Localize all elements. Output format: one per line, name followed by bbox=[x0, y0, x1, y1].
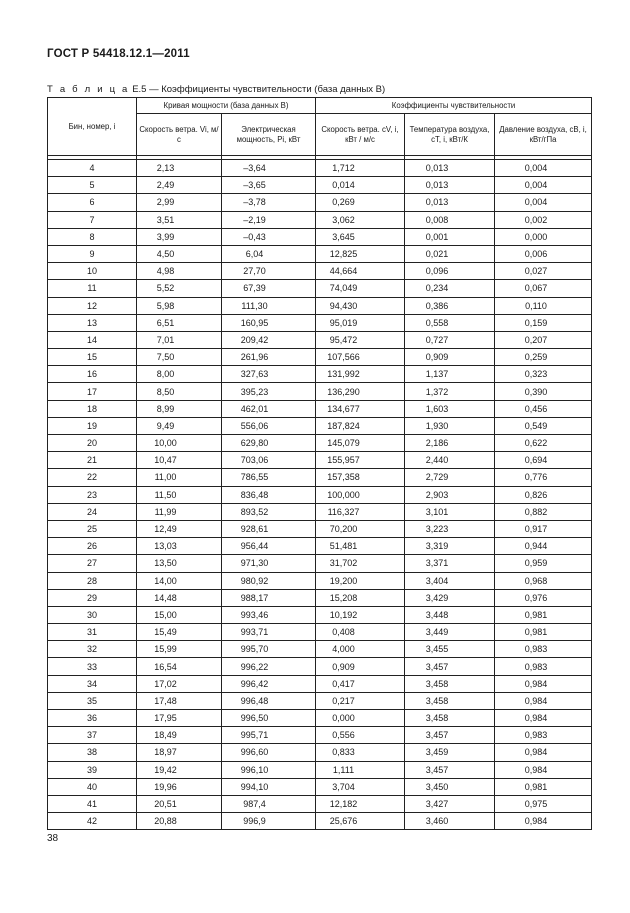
table-row bbox=[48, 727, 592, 744]
table-row bbox=[48, 589, 592, 606]
table-cell: 19,200 bbox=[316, 572, 405, 589]
table-cell: 23 bbox=[48, 486, 137, 503]
table-cell: 27 bbox=[48, 555, 137, 572]
table-cell: 0,234 bbox=[405, 280, 495, 297]
table-cell: 0,027 bbox=[495, 263, 592, 280]
table-row bbox=[48, 658, 592, 675]
table-row bbox=[48, 366, 592, 383]
table-cell: 3,427 bbox=[405, 795, 495, 812]
table-row bbox=[48, 177, 592, 194]
table-cell: 21 bbox=[48, 452, 137, 469]
table-row bbox=[48, 297, 592, 314]
table-cell: 11,99 bbox=[137, 503, 222, 520]
table-cell: 0,014 bbox=[316, 177, 405, 194]
table-cell: 41 bbox=[48, 795, 137, 812]
table-cell: 0,269 bbox=[316, 194, 405, 211]
table-row bbox=[48, 435, 592, 452]
table-cell: 19 bbox=[48, 417, 137, 434]
table-row bbox=[48, 675, 592, 692]
table-cell: 14,48 bbox=[137, 589, 222, 606]
table-cell: 0,984 bbox=[495, 692, 592, 709]
table-cell: 996,10 bbox=[222, 761, 316, 778]
table-cell: 327,63 bbox=[222, 366, 316, 383]
table-cell: 0,000 bbox=[495, 228, 592, 245]
table-cell: 18,49 bbox=[137, 727, 222, 744]
table-row bbox=[48, 778, 592, 795]
table-cell: 25 bbox=[48, 520, 137, 537]
table-cell: 994,10 bbox=[222, 778, 316, 795]
table-cell: 0,021 bbox=[405, 245, 495, 262]
table-cell: 0,833 bbox=[316, 744, 405, 761]
table-cell: 30 bbox=[48, 606, 137, 623]
table-cell: 134,677 bbox=[316, 400, 405, 417]
table-row bbox=[48, 280, 592, 297]
table-cell: 25,676 bbox=[316, 813, 405, 830]
table-cell: 3,457 bbox=[405, 761, 495, 778]
table-cell: 995,70 bbox=[222, 641, 316, 658]
table-cell: 209,42 bbox=[222, 331, 316, 348]
table-row bbox=[48, 383, 592, 400]
table-row bbox=[48, 349, 592, 366]
table-cell: 0,323 bbox=[495, 366, 592, 383]
table-cell: 0,001 bbox=[405, 228, 495, 245]
table-cell: 95,472 bbox=[316, 331, 405, 348]
table-body bbox=[48, 160, 592, 830]
table-cell: 0,984 bbox=[495, 744, 592, 761]
table-row bbox=[48, 606, 592, 623]
table-cell: 0,968 bbox=[495, 572, 592, 589]
table-row bbox=[48, 503, 592, 520]
table-cell: 19,96 bbox=[137, 778, 222, 795]
table-cell: 8 bbox=[48, 228, 137, 245]
table-cell: 0,207 bbox=[495, 331, 592, 348]
table-cell: 32 bbox=[48, 641, 137, 658]
table-cell: 111,30 bbox=[222, 297, 316, 314]
document-header: ГОСТ Р 54418.12.1—2011 bbox=[47, 48, 190, 60]
table-row bbox=[48, 624, 592, 641]
table-cell: 27,70 bbox=[222, 263, 316, 280]
table-cell: 0,944 bbox=[495, 538, 592, 555]
table-cell: 2,729 bbox=[405, 469, 495, 486]
table-cell: 993,46 bbox=[222, 606, 316, 623]
table-cell: 7 bbox=[48, 211, 137, 228]
table-row bbox=[48, 761, 592, 778]
table-cell: 786,55 bbox=[222, 469, 316, 486]
table-cell: 3,458 bbox=[405, 692, 495, 709]
table-cell: 980,92 bbox=[222, 572, 316, 589]
table-cell: 996,48 bbox=[222, 692, 316, 709]
table-cell: 0,694 bbox=[495, 452, 592, 469]
table-cell: 107,566 bbox=[316, 349, 405, 366]
table-cell: 31,702 bbox=[316, 555, 405, 572]
table-cell: 35 bbox=[48, 692, 137, 709]
table-row bbox=[48, 314, 592, 331]
table-cell: 0,004 bbox=[495, 194, 592, 211]
table-cell: 16,54 bbox=[137, 658, 222, 675]
table-cell: 462,01 bbox=[222, 400, 316, 417]
table-cell: 3,458 bbox=[405, 675, 495, 692]
table-cell: 971,30 bbox=[222, 555, 316, 572]
table-cell: 70,200 bbox=[316, 520, 405, 537]
table-cell: 67,39 bbox=[222, 280, 316, 297]
table-cell: 18 bbox=[48, 400, 137, 417]
table-cell: 187,824 bbox=[316, 417, 405, 434]
table-cell: 2,903 bbox=[405, 486, 495, 503]
table-cell: 261,96 bbox=[222, 349, 316, 366]
column-header-sens-pressure: Давление воздуха, cB, i, кВт/гПа bbox=[495, 114, 592, 156]
table-cell: 7,50 bbox=[137, 349, 222, 366]
table-cell: 0,882 bbox=[495, 503, 592, 520]
table-cell: 3,101 bbox=[405, 503, 495, 520]
table-cell: 3,062 bbox=[316, 211, 405, 228]
table-cell: 20,88 bbox=[137, 813, 222, 830]
table-cell: 0,386 bbox=[405, 297, 495, 314]
table-row bbox=[48, 331, 592, 348]
table-row bbox=[48, 400, 592, 417]
table-cell: 7,01 bbox=[137, 331, 222, 348]
table-cell: 0,984 bbox=[495, 813, 592, 830]
table-cell: 0,096 bbox=[405, 263, 495, 280]
table-cell: 0,067 bbox=[495, 280, 592, 297]
table-cell: 38 bbox=[48, 744, 137, 761]
table-cell: 956,44 bbox=[222, 538, 316, 555]
table-cell: 13,03 bbox=[137, 538, 222, 555]
table-cell: 12,49 bbox=[137, 520, 222, 537]
table-cell: 0,981 bbox=[495, 624, 592, 641]
table-cell: 0,006 bbox=[495, 245, 592, 262]
table-cell: 10,47 bbox=[137, 452, 222, 469]
table-cell: 11,50 bbox=[137, 486, 222, 503]
table-row bbox=[48, 744, 592, 761]
table-cell: 3,457 bbox=[405, 658, 495, 675]
table-cell: 996,9 bbox=[222, 813, 316, 830]
table-row bbox=[48, 452, 592, 469]
table-cell: 10 bbox=[48, 263, 137, 280]
table-cell: 0,983 bbox=[495, 727, 592, 744]
table-cell: 0,983 bbox=[495, 658, 592, 675]
group-header-power-curve: Кривая мощности (база данных В) bbox=[137, 98, 316, 114]
table-cell: 12 bbox=[48, 297, 137, 314]
table-cell: 20 bbox=[48, 435, 137, 452]
table-cell: 996,22 bbox=[222, 658, 316, 675]
column-header-power: Электрическая мощность, Pi, кВт bbox=[222, 114, 316, 156]
table-cell: 987,4 bbox=[222, 795, 316, 812]
table-row bbox=[48, 245, 592, 262]
table-cell: 0,981 bbox=[495, 778, 592, 795]
table-cell: 14 bbox=[48, 331, 137, 348]
table-cell: 3,371 bbox=[405, 555, 495, 572]
table-cell: 0,000 bbox=[316, 710, 405, 727]
table-cell: 13,50 bbox=[137, 555, 222, 572]
table-cell: 6,04 bbox=[222, 245, 316, 262]
table-cell: 40 bbox=[48, 778, 137, 795]
table-cell: 0,826 bbox=[495, 486, 592, 503]
group-header-sensitivity: Коэффициенты чувствительности bbox=[316, 98, 592, 114]
table-cell: 4,000 bbox=[316, 641, 405, 658]
table-cell: 0,002 bbox=[495, 211, 592, 228]
caption-prefix: Т а б л и ц а bbox=[47, 84, 130, 95]
table-cell: 893,52 bbox=[222, 503, 316, 520]
table-cell: 19,42 bbox=[137, 761, 222, 778]
table-cell: 36 bbox=[48, 710, 137, 727]
table-cell: 996,42 bbox=[222, 675, 316, 692]
table-cell: 3,223 bbox=[405, 520, 495, 537]
table-cell: 4,98 bbox=[137, 263, 222, 280]
table-cell: 17 bbox=[48, 383, 137, 400]
table-cell: 0,013 bbox=[405, 194, 495, 211]
table-row bbox=[48, 710, 592, 727]
table-cell: 3,449 bbox=[405, 624, 495, 641]
table-cell: 395,23 bbox=[222, 383, 316, 400]
table-cell: 1,603 bbox=[405, 400, 495, 417]
table-cell: 1,372 bbox=[405, 383, 495, 400]
sensitivity-table bbox=[47, 97, 592, 830]
table-cell: 1,137 bbox=[405, 366, 495, 383]
table-cell: 3,460 bbox=[405, 813, 495, 830]
table-row bbox=[48, 194, 592, 211]
table-cell: 703,06 bbox=[222, 452, 316, 469]
table-cell: 0,390 bbox=[495, 383, 592, 400]
column-header-bin: Бин, номер, i bbox=[48, 98, 137, 156]
table-cell: 15,00 bbox=[137, 606, 222, 623]
table-cell: 44,664 bbox=[316, 263, 405, 280]
table-row bbox=[48, 692, 592, 709]
table-cell: –3,65 bbox=[222, 177, 316, 194]
table-row bbox=[48, 520, 592, 537]
table-cell: 20,51 bbox=[137, 795, 222, 812]
table-cell: 5,98 bbox=[137, 297, 222, 314]
table-cell: 34 bbox=[48, 675, 137, 692]
table-cell: 51,481 bbox=[316, 538, 405, 555]
table-caption bbox=[47, 84, 385, 95]
table-cell: 26 bbox=[48, 538, 137, 555]
table-cell: 0,417 bbox=[316, 675, 405, 692]
table-cell: 988,17 bbox=[222, 589, 316, 606]
table-cell: 39 bbox=[48, 761, 137, 778]
table-cell: 3,645 bbox=[316, 228, 405, 245]
table-cell: 74,049 bbox=[316, 280, 405, 297]
table-cell: 995,71 bbox=[222, 727, 316, 744]
table-cell: 37 bbox=[48, 727, 137, 744]
table-cell: 0,549 bbox=[495, 417, 592, 434]
table-cell: 3,459 bbox=[405, 744, 495, 761]
table-cell: 131,992 bbox=[316, 366, 405, 383]
table-cell: 5 bbox=[48, 177, 137, 194]
table-cell: 11 bbox=[48, 280, 137, 297]
table-cell: 0,004 bbox=[495, 160, 592, 177]
table-cell: 14,00 bbox=[137, 572, 222, 589]
caption-text: Е.5 — Коэффициенты чувствительности (база данных В) bbox=[132, 84, 386, 95]
table-row bbox=[48, 486, 592, 503]
table-row bbox=[48, 160, 592, 177]
table-cell: 0,004 bbox=[495, 177, 592, 194]
table-cell: 100,000 bbox=[316, 486, 405, 503]
table-cell: 155,957 bbox=[316, 452, 405, 469]
table-cell: 0,159 bbox=[495, 314, 592, 331]
table-cell: 3,458 bbox=[405, 710, 495, 727]
table-cell: 95,019 bbox=[316, 314, 405, 331]
table-cell: 17,02 bbox=[137, 675, 222, 692]
column-header-sens-wind: Скорость ветра. cV, i, кВт / м/с bbox=[316, 114, 405, 156]
table-cell: 3,448 bbox=[405, 606, 495, 623]
table-cell: 0,456 bbox=[495, 400, 592, 417]
table-cell: 5,52 bbox=[137, 280, 222, 297]
table-cell: 160,95 bbox=[222, 314, 316, 331]
table-cell: –0,43 bbox=[222, 228, 316, 245]
table-cell: 12,182 bbox=[316, 795, 405, 812]
table-cell: 996,50 bbox=[222, 710, 316, 727]
table-cell: 3,450 bbox=[405, 778, 495, 795]
table-cell: 0,976 bbox=[495, 589, 592, 606]
table-cell: 3,319 bbox=[405, 538, 495, 555]
table-cell: 6,51 bbox=[137, 314, 222, 331]
table-cell: 16 bbox=[48, 366, 137, 383]
table-cell: 0,917 bbox=[495, 520, 592, 537]
table-cell: 3,455 bbox=[405, 641, 495, 658]
table-row bbox=[48, 813, 592, 830]
table-cell: 6 bbox=[48, 194, 137, 211]
table-cell: 0,408 bbox=[316, 624, 405, 641]
table-cell: 1,712 bbox=[316, 160, 405, 177]
table-cell: 2,186 bbox=[405, 435, 495, 452]
table-cell: 0,622 bbox=[495, 435, 592, 452]
column-header-wind-speed: Скорость ветра. Vi, м/с bbox=[137, 114, 222, 156]
table-cell: 996,60 bbox=[222, 744, 316, 761]
table-cell: 0,727 bbox=[405, 331, 495, 348]
table-cell: 145,079 bbox=[316, 435, 405, 452]
table-cell: 12,825 bbox=[316, 245, 405, 262]
table-cell: 0,259 bbox=[495, 349, 592, 366]
table-cell: 8,99 bbox=[137, 400, 222, 417]
table-cell: –3,64 bbox=[222, 160, 316, 177]
table-cell: 116,327 bbox=[316, 503, 405, 520]
table-cell: 29 bbox=[48, 589, 137, 606]
table-cell: 0,909 bbox=[316, 658, 405, 675]
table-cell: 3,457 bbox=[405, 727, 495, 744]
table-cell: 0,959 bbox=[495, 555, 592, 572]
table-cell: 15,208 bbox=[316, 589, 405, 606]
table-cell: 94,430 bbox=[316, 297, 405, 314]
table-cell: 18,97 bbox=[137, 744, 222, 761]
table-row bbox=[48, 572, 592, 589]
table-cell: 13 bbox=[48, 314, 137, 331]
table-cell: 0,556 bbox=[316, 727, 405, 744]
table-cell: 556,06 bbox=[222, 417, 316, 434]
table-cell: 3,704 bbox=[316, 778, 405, 795]
table-cell: 3,404 bbox=[405, 572, 495, 589]
table-cell: 10,00 bbox=[137, 435, 222, 452]
table-cell: 4 bbox=[48, 160, 137, 177]
table-cell: 0,984 bbox=[495, 675, 592, 692]
table-cell: 8,00 bbox=[137, 366, 222, 383]
table-cell: 3,429 bbox=[405, 589, 495, 606]
table-cell: 15,49 bbox=[137, 624, 222, 641]
table-cell: 8,50 bbox=[137, 383, 222, 400]
table-cell: 0,981 bbox=[495, 606, 592, 623]
table-cell: 10,192 bbox=[316, 606, 405, 623]
table-cell: 15,99 bbox=[137, 641, 222, 658]
table-cell: 0,975 bbox=[495, 795, 592, 812]
table-cell: 17,95 bbox=[137, 710, 222, 727]
column-header-sens-temp: Температура воздуха, cT, i, кВт/К bbox=[405, 114, 495, 156]
table-row bbox=[48, 469, 592, 486]
table-cell: 42 bbox=[48, 813, 137, 830]
table-cell: 0,013 bbox=[405, 177, 495, 194]
table-row bbox=[48, 795, 592, 812]
table-cell: 2,99 bbox=[137, 194, 222, 211]
table-row bbox=[48, 641, 592, 658]
table-cell: –2,19 bbox=[222, 211, 316, 228]
table-cell: 836,48 bbox=[222, 486, 316, 503]
table-cell: 4,50 bbox=[137, 245, 222, 262]
table-cell: 17,48 bbox=[137, 692, 222, 709]
table-cell: 1,111 bbox=[316, 761, 405, 778]
table-cell: 0,110 bbox=[495, 297, 592, 314]
table-cell: 0,984 bbox=[495, 761, 592, 778]
table-row bbox=[48, 263, 592, 280]
table-cell: 24 bbox=[48, 503, 137, 520]
table-cell: 2,13 bbox=[137, 160, 222, 177]
table-cell: 11,00 bbox=[137, 469, 222, 486]
table-cell: 33 bbox=[48, 658, 137, 675]
table-cell: 0,558 bbox=[405, 314, 495, 331]
table-cell: 9 bbox=[48, 245, 137, 262]
table-cell: 0,217 bbox=[316, 692, 405, 709]
table-row bbox=[48, 228, 592, 245]
table-cell: 15 bbox=[48, 349, 137, 366]
table-cell: 22 bbox=[48, 469, 137, 486]
table-cell: 0,909 bbox=[405, 349, 495, 366]
table-cell: –3,78 bbox=[222, 194, 316, 211]
table-cell: 629,80 bbox=[222, 435, 316, 452]
table-cell: 0,984 bbox=[495, 710, 592, 727]
table-cell: 28 bbox=[48, 572, 137, 589]
table-cell: 0,776 bbox=[495, 469, 592, 486]
table-row bbox=[48, 417, 592, 434]
table-row bbox=[48, 555, 592, 572]
table-cell: 0,008 bbox=[405, 211, 495, 228]
table-cell: 157,358 bbox=[316, 469, 405, 486]
table-row bbox=[48, 538, 592, 555]
page-number: 38 bbox=[47, 833, 59, 844]
table-cell: 0,983 bbox=[495, 641, 592, 658]
table-cell: 1,930 bbox=[405, 417, 495, 434]
table-cell: 993,71 bbox=[222, 624, 316, 641]
table-cell: 9,49 bbox=[137, 417, 222, 434]
table-cell: 928,61 bbox=[222, 520, 316, 537]
table-cell: 3,99 bbox=[137, 228, 222, 245]
table-cell: 2,440 bbox=[405, 452, 495, 469]
table-cell: 2,49 bbox=[137, 177, 222, 194]
table-cell: 3,51 bbox=[137, 211, 222, 228]
table-cell: 31 bbox=[48, 624, 137, 641]
table-cell: 0,013 bbox=[405, 160, 495, 177]
table-row bbox=[48, 211, 592, 228]
table-cell: 136,290 bbox=[316, 383, 405, 400]
